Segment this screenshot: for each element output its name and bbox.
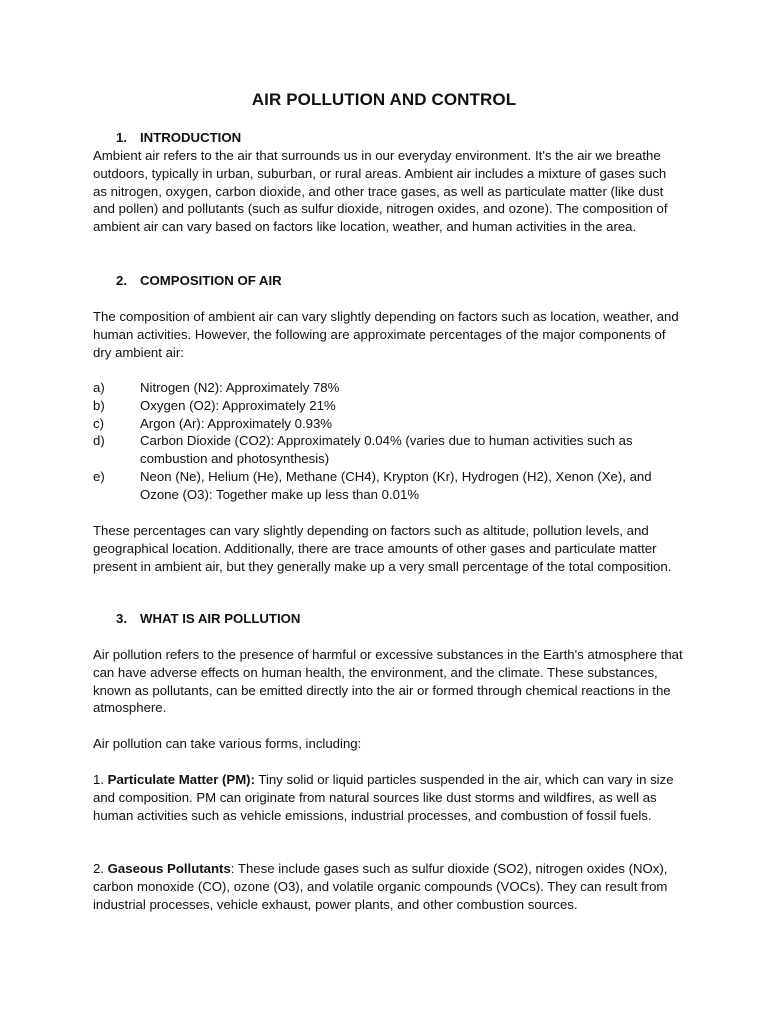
list-item (93, 415, 683, 433)
list-marker: b) (93, 397, 105, 413)
section-number: 2. (116, 273, 127, 288)
form-text: Tiny solid or liquid particles suspended in the air, which can vary in size and composition. PM can originate from natural sources like dust storms and wildfires, as well as human activities such as vehicle emissions, industrial processes, and combustion of fossil fuels. (93, 772, 674, 823)
section-number: 3. (116, 611, 127, 626)
pollution-forms-intro: Air pollution can take various forms, including: (93, 736, 362, 751)
composition-list (93, 379, 683, 504)
list-item-text: Carbon Dioxide (CO2): Approximately 0.04% (varies due to human activities such as combustion and photosynthesis) (140, 433, 633, 467)
document-title: AIR POLLUTION AND CONTROL (251, 90, 517, 109)
section-heading-introduction (116, 130, 241, 145)
list-item-text: Nitrogen (N2): Approximately 78% (140, 380, 340, 395)
section-heading-text: INTRODUCTION (140, 130, 242, 145)
list-item-text: Neon (Ne), Helium (He), Methane (CH4), Krypton (Kr), Hydrogen (H2), Xenon (Xe), and Ozone (O3): Together make up less than 0.01% (140, 468, 652, 502)
list-marker: e) (93, 468, 105, 484)
list-item-text: Argon (Ar): Approximately 0.93% (140, 415, 333, 431)
list-marker: c) (93, 415, 104, 431)
form-number: 1. (93, 772, 104, 787)
list-item (93, 468, 683, 504)
section-heading-composition (116, 273, 282, 288)
section-heading-text: WHAT IS AIR POLLUTION (140, 611, 301, 626)
form-term: Particulate Matter (PM): (107, 772, 255, 787)
air-pollution-paragraph: Air pollution refers to the presence of harmful or excessive substances in the Earth's atmosphere that can have adverse effects on human health, the environment, and the climate. These substances, known as pollutants, can be emitted directly into the air or formed through chemical reactions in the atmosphere. (93, 647, 683, 716)
list-item (93, 397, 683, 415)
list-item (93, 432, 683, 468)
composition-closing-paragraph: These percentages can vary slightly depending on factors such as altitude, pollution levels, and geographical location. Additionally, there are trace amounts of other gases and particulate matter present in ambient air, but they generally make up a very small percentage of the total composition. (93, 523, 672, 574)
list-marker: d) (93, 433, 105, 449)
list-marker: a) (93, 380, 105, 395)
composition-intro-paragraph: The composition of ambient air can vary slightly depending on factors such as location, weather, and human activities. However, the following are approximate percentages of the major components of dry ambient air: (93, 309, 679, 360)
pollution-form-particulate (93, 771, 683, 824)
list-item-text: Oxygen (O2): Approximately 21% (140, 397, 336, 413)
section-heading-text: COMPOSITION OF AIR (140, 273, 282, 288)
form-term: Gaseous Pollutants (107, 861, 231, 876)
form-number: 2. (93, 861, 104, 876)
form-text: : These include gases such as sulfur dioxide (SO2), nitrogen oxides (NOx), carbon monoxide (CO), ozone (O3), and volatile organic compounds (VOCs). They can result from industrial processes, vehicle exhaust, power plants, and other combustion sources. (93, 861, 668, 912)
pollution-form-gaseous (93, 860, 683, 913)
introduction-paragraph: Ambient air refers to the air that surrounds us in our everyday environment. It's the air we breathe outdoors, typically in urban, suburban, or rural areas. Ambient air includes a mixture of gases such as nitrogen, oxygen, carbon dioxide, and other trace gases, as well as particulate matter (like dust and pollen) and pollutants (such as sulfur dioxide, nitrogen oxides, and ozone). The composition of ambient air can vary based on factors like location, weather, and human activities in the area. (93, 148, 668, 235)
section-number: 1. (116, 130, 127, 145)
list-item (93, 379, 683, 397)
section-heading-air-pollution (116, 611, 300, 626)
